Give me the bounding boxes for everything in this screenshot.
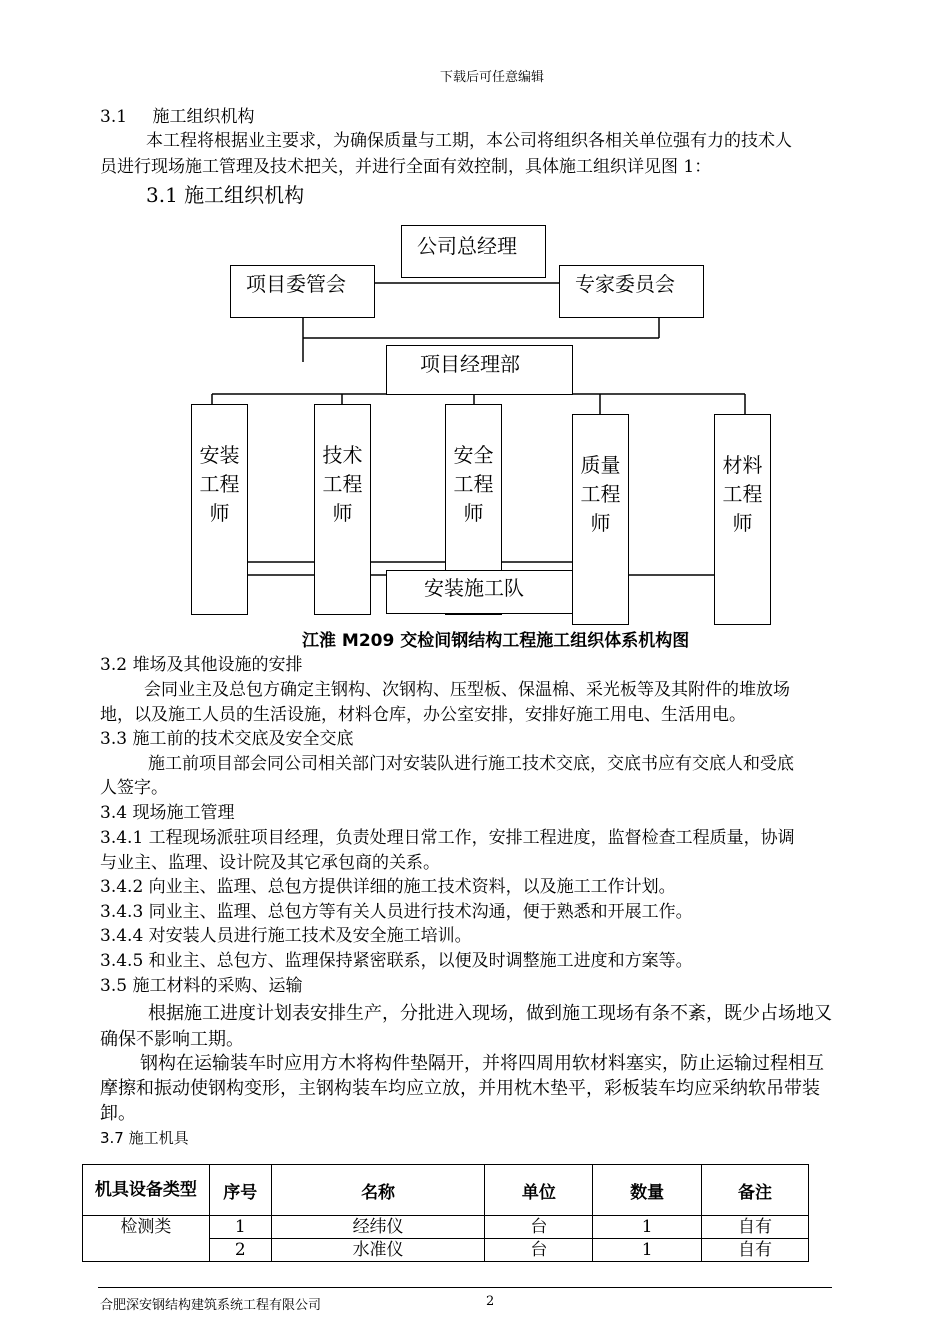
section-3-7-heading: 3.7 施工机具	[100, 1129, 189, 1147]
section-3-5-p2-line1: 钢构在运输装车时应用方木将构件垫隔开，并将四周用软材料塞实，防止运输过程相互	[140, 1053, 824, 1074]
section-3-4-item-2: 3.4.2 向业主、监理、总包方提供详细的施工技术资料，以及施工工作计划。	[100, 877, 676, 897]
org-top-label: 公司总经理	[417, 234, 517, 258]
cell-note: 自有	[702, 1216, 809, 1239]
org-engineer-box-5	[714, 414, 771, 625]
cell-seq: 1	[209, 1216, 271, 1239]
table-row	[83, 1239, 809, 1262]
table-row	[83, 1216, 809, 1239]
org-left-committee-box	[230, 265, 375, 318]
org-team-label: 安装施工队	[424, 576, 524, 600]
section-3-4-item-4: 3.4.4 对安装人员进行施工技术及安全施工培训。	[100, 926, 472, 946]
header-note: 下载后可任意编辑	[440, 70, 545, 85]
machinery-table-header-row	[83, 1165, 809, 1216]
cell-unit: 台	[485, 1216, 593, 1239]
section-3-1-title: 施工组织机构	[152, 107, 255, 127]
col-header-note: 备注	[702, 1165, 809, 1216]
org-top-box	[401, 225, 546, 278]
section-3-5-p1-line1: 根据施工进度计划表安排生产，分批进入现场，做到施工现场有条不紊，既少占场地又	[148, 1003, 832, 1024]
org-engineer-label-4: 质量工程师	[580, 453, 621, 535]
org-right-committee-label: 专家委员会	[575, 272, 675, 296]
section-3-4-item-3: 3.4.3 同业主、监理、总包方等有关人员进行技术沟通，便于熟悉和开展工作。	[100, 902, 693, 922]
cell-qty: 1	[593, 1239, 702, 1262]
org-engineer-box-1	[191, 404, 248, 615]
section-3-5-p2-line2: 摩擦和振动使钢构变形，主钢构装车均应立放，并用枕木垫平，彩板装车均应采纳软吊带装	[100, 1078, 820, 1099]
section-3-2-line1: 会同业主及总包方确定主钢构、次钢构、压型板、保温棉、采光板等及其附件的堆放场	[144, 680, 790, 700]
cell-type	[83, 1239, 210, 1262]
section-3-4-item-1-cont: 与业主、监理、设计院及其它承包商的关系。	[100, 853, 440, 873]
section-3-2-heading: 3.2 堆场及其他设施的安排	[100, 655, 303, 675]
org-dept-box	[386, 345, 573, 395]
org-team-box	[386, 570, 573, 614]
cell-qty: 1	[593, 1216, 702, 1239]
cell-name: 水准仪	[271, 1239, 485, 1262]
org-engineer-box-2	[314, 404, 371, 615]
org-right-committee-box	[559, 265, 704, 318]
org-dept-label: 项目经理部	[420, 352, 520, 376]
col-header-seq: 序号	[209, 1165, 271, 1216]
section-3-1-para-line2: 员进行现场施工管理及技术把关，并进行全面有效控制，具体施工组织详见图 1：	[100, 157, 712, 177]
col-header-name: 名称	[271, 1165, 485, 1216]
org-engineer-label-1: 安装工程师	[199, 443, 240, 525]
section-3-3-line1: 施工前项目部会同公司相关部门对安装队进行施工技术交底，交底书应有交底人和受底	[148, 754, 794, 774]
org-left-committee-label: 项目委管会	[246, 272, 346, 296]
org-chart-caption: 江淮 M209 交检间钢结构工程施工组织体系机构图	[302, 631, 690, 651]
org-engineer-box-4	[572, 414, 629, 625]
org-engineer-label-5: 材料工程师	[722, 453, 763, 535]
cell-note: 自有	[702, 1239, 809, 1262]
machinery-table	[82, 1164, 809, 1262]
col-header-type: 机具设备类型	[83, 1165, 210, 1216]
section-3-5-p2-line3: 卸。	[100, 1103, 136, 1124]
cell-seq: 2	[209, 1239, 271, 1262]
section-3-4-item-5: 3.4.5 和业主、总包方、监理保持紧密联系，以便及时调整施工进度和方案等。	[100, 951, 693, 971]
section-3-5-p1-line2: 确保不影响工期。	[100, 1029, 244, 1050]
cell-unit: 台	[485, 1239, 593, 1262]
footer-company: 合肥深安钢结构建筑系统工程有限公司	[100, 1298, 322, 1313]
org-engineer-label-2: 技术工程师	[322, 443, 363, 525]
section-3-4-heading: 3.4 现场施工管理	[100, 803, 235, 823]
section-3-2-line2: 地，以及施工人员的生活设施，材料仓库，办公室安排，安排好施工用电、生活用电。	[100, 705, 746, 725]
col-header-unit: 单位	[485, 1165, 593, 1216]
org-engineer-label-3: 安全工程师	[453, 443, 494, 525]
section-3-1-number: 3.1	[100, 107, 128, 127]
section-3-4-item-1: 3.4.1 工程现场派驻项目经理，负责处理日常工作，安排工程进度，监督检查工程质量，协调	[100, 828, 795, 848]
section-3-1-para-line1: 本工程将根据业主要求，为确保质量与工期，本公司将组织各相关单位强有力的技术人	[146, 131, 792, 151]
cell-type: 检测类	[83, 1216, 210, 1239]
footer-rule	[98, 1287, 832, 1288]
section-3-5-heading: 3.5 施工材料的采购、运输	[100, 976, 303, 996]
footer-page-number: 2	[486, 1294, 495, 1309]
section-3-3-heading: 3.3 施工前的技术交底及安全交底	[100, 729, 354, 749]
section-3-3-line2: 人签字。	[100, 778, 168, 798]
section-3-1-subheading: 3.1 施工组织机构	[146, 183, 305, 207]
col-header-qty: 数量	[593, 1165, 702, 1216]
cell-name: 经纬仪	[271, 1216, 485, 1239]
